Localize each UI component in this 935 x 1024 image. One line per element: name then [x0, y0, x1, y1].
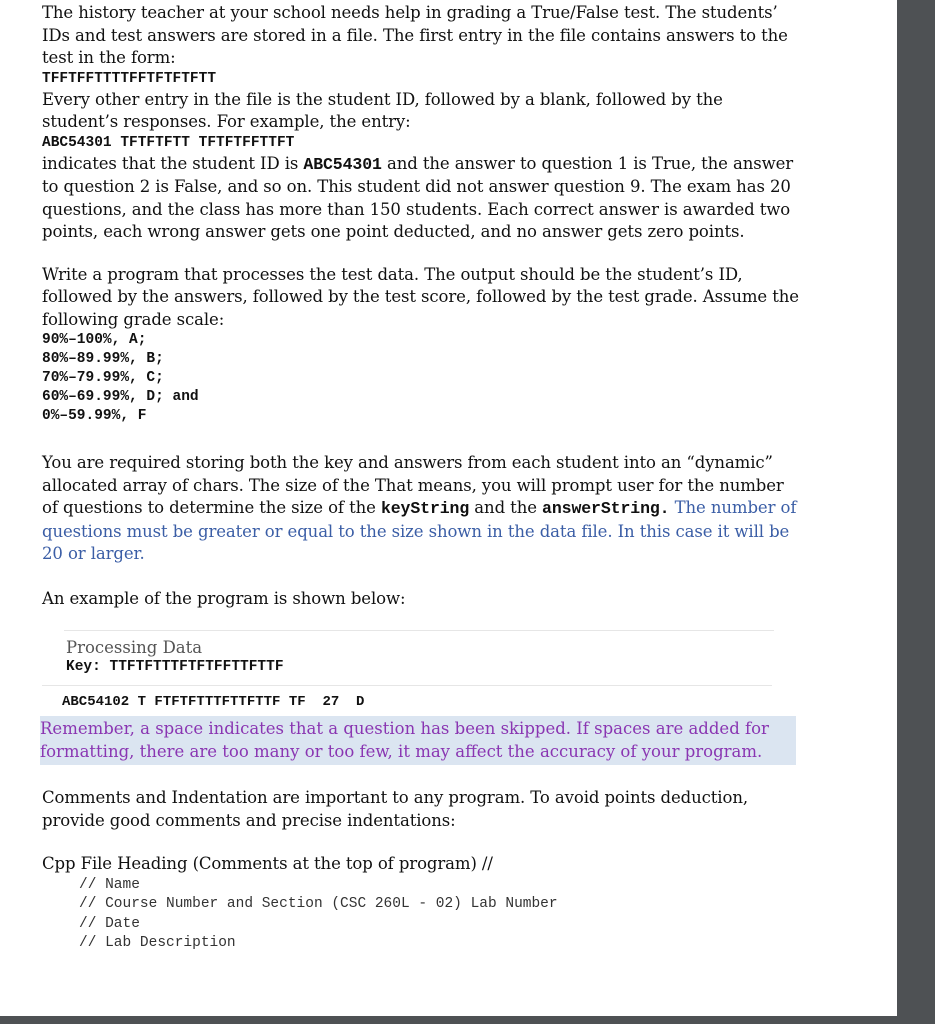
separator — [42, 685, 772, 686]
example-result-line: ABC54102 T FTFTFTTTFTTFTTF TF 27 D — [62, 694, 365, 710]
separator — [64, 630, 774, 631]
heading-comment-line: // Lab Description — [79, 935, 236, 951]
comments-paragraph: Comments and Indentation are important to any program. To avoid points deduction, provide good comments and precise indentations: — [42, 788, 748, 830]
task-paragraph: Write a program that processes the test data. The output should be the student’s ID, followed by the answers, followed by the test score, followed by the test grade. Assume the following grade scale: — [42, 264, 799, 329]
example-key-line: Key: TTFTFTTTFTFTFFTTFTTF — [66, 659, 284, 675]
scoring-text-before: indicates that the student ID is — [42, 153, 304, 173]
key-sample: TFFTFFTTTTFFTFTFTFTT — [42, 70, 217, 87]
grade-line: 60%–69.99%, D; and — [42, 389, 199, 405]
example-intro: An example of the program is shown below: — [42, 588, 406, 608]
heading-comment-line: // Name — [79, 876, 140, 893]
viewer-frame-bottom — [0, 1016, 935, 1024]
highlighted-note: Remember, a space indicates that a question has been skipped. If spaces are added for formatting, there are too many or too few, it may affect the accuracy of your program. — [40, 716, 796, 765]
example-output — [42, 637, 802, 677]
dynamic-text-1: You are required storing both the key and answers from each student into an “dynamic” allocated array of chars. The size of the That means, you will prompt user for the number of questions to determine the size of the — [42, 453, 784, 517]
document-content — [42, 2, 802, 954]
keystring-code: keyString — [380, 499, 470, 518]
grade-line: 80%–89.99%, B; — [42, 351, 164, 367]
file-heading-comments — [42, 876, 802, 954]
heading-comment-line: // Course Number and Section (CSC 260L - 02) Lab Number — [79, 896, 558, 912]
student-id-code: ABC54301 — [303, 154, 382, 174]
entry-sample: ABC54301 TFTFTFTT TFTFTFFTTFT — [42, 134, 295, 151]
scoring-text-after: and the answer to question 1 is True, the answer to question 2 is False, and so on. This student did not answer question 9. The exam has 20 questions, and the class has more than 150 students. Each correct answer is awarded two points, each wrong answer gets one point deducted, and no answer gets zero points. — [42, 153, 794, 241]
dynamic-array-paragraph — [42, 452, 802, 566]
entry-description: Every other entry in the file is the student ID, followed by a blank, followed by the student’s responses. For example, the entry: — [42, 89, 723, 131]
grade-line: 0%–59.99%, F — [42, 408, 147, 424]
scoring-paragraph — [42, 153, 802, 244]
grade-line: 70%–79.99%, C; — [42, 370, 164, 386]
intro-paragraph: The history teacher at your school needs help in grading a True/False test. The students’ IDs and test answers are stored in a file. The first entry in the file contains answers to the test in the form: — [42, 3, 788, 67]
grade-line: 90%–100%, A; — [42, 332, 147, 348]
dynamic-text-3: The number of questions must be greater or equal to the size shown in the data file. In this case it will be 20 or larger. — [42, 498, 797, 563]
example-title: Processing Data — [66, 638, 203, 657]
file-heading-title: Cpp File Heading (Comments at the top of program) // — [42, 854, 493, 873]
grade-scale — [42, 331, 802, 426]
viewer-frame-right — [897, 0, 935, 1024]
heading-comment-line: // Date — [79, 915, 140, 932]
dynamic-text-2: and the — [469, 498, 543, 517]
answerstring-code: answerString. — [542, 499, 670, 518]
